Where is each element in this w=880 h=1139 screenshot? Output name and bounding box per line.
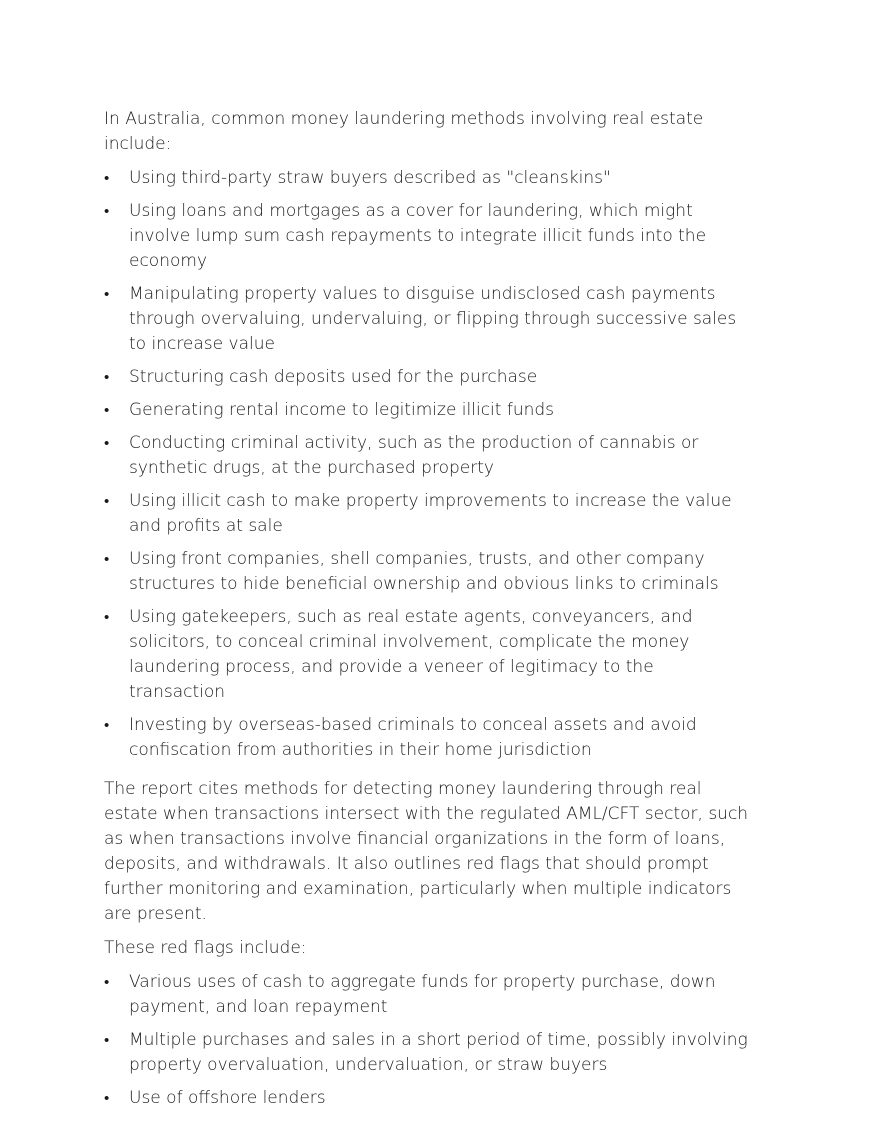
red-flags-list <box>104 970 754 1111</box>
bullet-icon: • <box>104 716 110 734</box>
bullet-icon: • <box>104 368 110 386</box>
report-paragraph: The report cites methods for detecting money laundering through real estate when transactions intersect with the regulated AML/CFT sector, such as when transactions involve financial organizations in the form of loans, deposits, and withdrawals. It also outlines red flags that should prompt further monitoring and examination, particularly when multiple indicators are present. <box>104 779 749 924</box>
list-item: • Using third-party straw buyers described as "cleanskins" <box>104 166 754 191</box>
bullet-icon: • <box>104 401 110 419</box>
list-item: • Structuring cash deposits used for the purchase <box>104 365 754 390</box>
list-item: • Using gatekeepers, such as real estate agents, conveyancers, and solicitors, to conceal criminal involvement, complicate the money laundering process, and provide a veneer of legitimacy to the transaction <box>104 607 693 702</box>
list-item: • Various uses of cash to aggregate funds for property purchase, down payment, and loan repayment <box>104 972 716 1017</box>
bullet-icon: • <box>104 1031 110 1049</box>
bullet-icon: • <box>104 169 110 187</box>
list-item: • Manipulating property values to disguise undisclosed cash payments through overvaluing, undervaluing, or flipping through successive sales to increase value <box>104 284 737 354</box>
bullet-icon: • <box>104 608 110 626</box>
bullet-icon: • <box>104 492 110 510</box>
list-item: • Using illicit cash to make property improvements to increase the value and profits at sale <box>104 491 732 536</box>
list-item: • Multiple purchases and sales in a short period of time, possibly involving property overvaluation, undervaluation, or straw buyers <box>104 1030 748 1075</box>
bullet-icon: • <box>104 973 110 991</box>
list-item: • Generating rental income to legitimize illicit funds <box>104 398 754 423</box>
list-item: • Conducting criminal activity, such as the production of cannabis or synthetic drugs, at the purchased property <box>104 433 699 478</box>
intro-paragraph: In Australia, common money laundering methods involving real estate include: <box>104 109 704 154</box>
bullet-icon: • <box>104 550 110 568</box>
red-flags-intro: These red flags include: <box>104 938 307 958</box>
bullet-icon: • <box>104 434 110 452</box>
document-page <box>104 107 754 1120</box>
bullet-icon: • <box>104 202 110 220</box>
bullet-icon: • <box>104 285 110 303</box>
list-item: • Using front companies, shell companies, trusts, and other company structures to hide beneficial ownership and obvious links to criminals <box>104 549 719 594</box>
methods-list <box>104 166 754 763</box>
list-item: • Investing by overseas-based criminals to conceal assets and avoid confiscation from authorities in their home jurisdiction <box>104 715 697 760</box>
list-item: • Use of offshore lenders <box>104 1086 754 1111</box>
bullet-icon: • <box>104 1089 110 1107</box>
list-item: • Using loans and mortgages as a cover for laundering, which might involve lump sum cash repayments to integrate illicit funds into the economy <box>104 201 707 271</box>
